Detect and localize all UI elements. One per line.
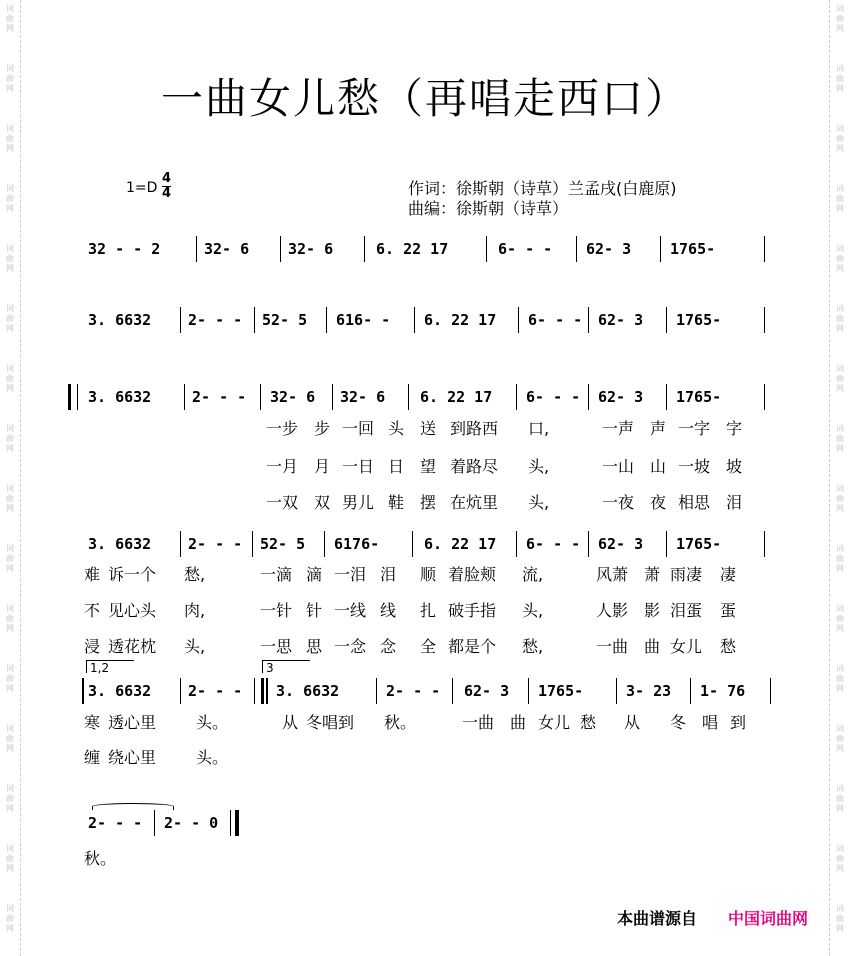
measure: 62- 3 [598,388,644,406]
measure: 52- 5 [260,535,306,553]
watermark-text: 词 曲 网 [6,544,14,573]
barline [516,384,517,410]
source-label: 本曲谱源自 [617,909,698,928]
lyric-word: 影 [644,601,661,620]
measure: 6- - - [526,388,581,406]
lyric-word: 凄 [720,565,737,584]
lyric-word: 秋。 [384,713,417,732]
lyric-word: 口, [528,419,550,438]
measure: 3. 6632 [88,535,152,553]
measure: 32- 6 [288,240,334,258]
measure: 2- - - [188,311,243,329]
measure: 2- - 0 [164,814,219,832]
lyric-word: 着路尽 [450,457,499,476]
watermark-text: 词 曲 网 [836,244,844,273]
lyric-word: 一日 [342,457,375,476]
barline [326,307,327,333]
final-barline-thin [230,810,231,836]
barline [412,531,413,557]
notation-row-4 [80,529,770,559]
watermark-text: 词 曲 网 [836,544,844,573]
source-site-link[interactable]: 中国词曲网 [728,909,809,928]
lyricist-credit: 作词：徐斯朝（诗草）兰孟戌(白鹿原) [408,179,677,198]
lyric-word: 日 [388,457,405,476]
lyric-word: 破手指 [448,601,497,620]
barline [180,678,181,704]
lyric-word: 一念 [334,637,367,656]
lyric-word: 浸 [84,637,101,656]
left-margin-watermark [0,0,21,956]
barline [260,384,261,410]
lyric-word: 思 [306,637,323,656]
barline [82,678,84,704]
lyric-word: 泪 [380,565,397,584]
lyric-word: 透花枕 [108,637,157,656]
lyric-word: 到 [730,713,747,732]
barline [528,678,529,704]
lyric-word: 相思 [678,493,711,512]
barline [518,307,519,333]
measure: 1- 76 [700,682,746,700]
measure: 1765- [670,240,716,258]
measure: 6. 22 17 [420,388,493,406]
barline [486,236,487,262]
lyric-word: 头, [528,493,550,512]
barline [666,531,667,557]
watermark-text: 词 曲 网 [836,784,844,813]
lyric-word: 愁, [522,637,544,656]
lyric-word: 声 [650,419,667,438]
lyric-word: 滴 [306,565,323,584]
measure: 6. 22 17 [424,535,497,553]
lyric-word: 都是个 [448,637,497,656]
lyric-word: 着脸颊 [448,565,497,584]
barline [364,236,365,262]
barline [576,236,577,262]
lyric-word: 曲 [644,637,661,656]
watermark-text: 词 曲 网 [836,64,844,93]
barline [266,678,268,704]
watermark-text: 词 曲 网 [6,124,14,153]
lyric-word: 诉一个 [108,565,157,584]
lyric-word: 流, [522,565,544,584]
lyric-word: 秋。 [84,849,117,868]
measure: 1765- [676,535,722,553]
lyric-word: 一针 [260,601,293,620]
lyric-word: 鞋 [388,493,405,512]
watermark-text: 词 曲 网 [6,304,14,333]
barline [770,678,771,704]
barline [414,307,415,333]
lyric-word: 一回 [342,419,375,438]
lyric-word: 头, [528,457,550,476]
lyric-word: 一步 [266,419,299,438]
notation-row-2 [80,305,770,335]
barline [408,384,409,410]
lyric-word: 线 [380,601,397,620]
watermark-text: 词 曲 网 [6,244,14,273]
lyric-word: 摆 [420,493,437,512]
barline [666,384,667,410]
lyric-word: 人影 [596,601,629,620]
lyric-word: 到路西 [450,419,499,438]
lyric-word: 一双 [266,493,299,512]
watermark-text: 词 曲 网 [6,904,14,933]
watermark-text: 词 曲 网 [836,124,844,153]
measure: 6- - - [498,240,553,258]
time-signature: 4 4 [162,171,172,201]
measure: 6176- [334,535,380,553]
lyric-word: 扎 [420,601,437,620]
notation-row-1 [80,234,770,264]
measure: 32- 6 [204,240,250,258]
barline [660,236,661,262]
measure: 6- - - [526,535,581,553]
measure: 6. 22 17 [424,311,497,329]
lyric-word: 一滴 [260,565,293,584]
repeat-start-barline [68,384,78,410]
lyric-word: 肉, [184,601,206,620]
composer-credit: 曲编：徐斯朝（诗草） [408,199,569,218]
lyric-word: 一线 [334,601,367,620]
watermark-text: 词 曲 网 [836,664,844,693]
barline [616,678,617,704]
watermark-text: 词 曲 网 [6,724,14,753]
barline [588,384,589,410]
watermark-text: 词 曲 网 [6,784,14,813]
lyric-word: 女儿 [538,713,571,732]
measure: 2- - - [386,682,441,700]
measure: 3. 6632 [88,682,152,700]
barline [252,531,253,557]
barline [666,307,667,333]
lyric-word: 月 [314,457,331,476]
lyric-word: 男儿 [342,493,375,512]
lyric-word: 头, [184,637,206,656]
repeat-end-barline [254,678,264,704]
lyric-word: 冬 [670,713,687,732]
measure: 32- 6 [340,388,386,406]
lyric-word: 一山 [602,457,635,476]
measure: 1765- [676,388,722,406]
lyric-word: 头。 [196,713,229,732]
measure: 2- - - [188,535,243,553]
measure: 52- 5 [262,311,308,329]
barline [764,307,765,333]
lyric-word: 女儿 [670,637,703,656]
measure: 62- 3 [586,240,632,258]
barline [154,810,155,836]
watermark-text: 词 曲 网 [6,184,14,213]
watermark-text: 词 曲 网 [836,724,844,753]
barline [184,384,185,410]
watermark-text: 词 曲 网 [836,904,844,933]
lyric-word: 绕心里 [108,748,157,767]
barline [332,384,333,410]
watermark-text: 词 曲 网 [836,4,844,33]
first-ending-bracket: 1,2 [86,660,134,673]
barline [690,678,691,704]
key-signature: 1=D [126,180,158,196]
measure: 2- - - [188,682,243,700]
watermark-text: 词 曲 网 [6,484,14,513]
lyric-word: 泪蛋 [670,601,703,620]
lyric-word: 一声 [602,419,635,438]
lyric-word: 愁 [720,637,737,656]
lyric-word: 从 [624,713,641,732]
watermark-text: 词 曲 网 [836,184,844,213]
notation-row-6 [80,808,770,838]
lyric-word: 坡 [726,457,743,476]
measure: 3. 6632 [276,682,340,700]
lyric-word: 在炕里 [450,493,499,512]
watermark-text: 词 曲 网 [836,304,844,333]
lyric-word: 一坡 [678,457,711,476]
watermark-text: 词 曲 网 [836,604,844,633]
notation-row-3 [80,382,770,412]
lyric-word: 唱 [702,713,719,732]
lyric-word: 雨凄 [670,565,703,584]
measure: 6- - - [528,311,583,329]
lyric-word: 送 [420,419,437,438]
measure: 3- 23 [626,682,672,700]
measure: 1765- [676,311,722,329]
page-title: 一曲女儿愁（再唱走西口） [160,74,689,123]
watermark-text: 词 曲 网 [6,4,14,33]
measure: 1765- [538,682,584,700]
measure: 62- 3 [464,682,510,700]
lyric-word: 蛋 [720,601,737,620]
watermark-text: 词 曲 网 [6,64,14,93]
measure: 32 - - 2 [88,240,161,258]
lyric-word: 步 [314,419,331,438]
lyric-word: 望 [420,457,437,476]
lyric-word: 夜 [650,493,667,512]
lyric-word: 针 [306,601,323,620]
barline [280,236,281,262]
watermark-text: 词 曲 网 [6,364,14,393]
watermark-text: 词 曲 网 [6,664,14,693]
lyric-word: 一曲 [596,637,629,656]
final-barline-thick [235,810,239,836]
barline [196,236,197,262]
lyric-word: 曲 [510,713,527,732]
lyric-word: 头。 [196,748,229,767]
measure: 2- - - [192,388,247,406]
watermark-text: 词 曲 网 [6,424,14,453]
lyric-word: 不 [84,601,101,620]
lyric-word: 一月 [266,457,299,476]
lyric-word: 风萧 [596,565,629,584]
lyric-word: 泪 [726,493,743,512]
measure: 3. 6632 [88,311,152,329]
lyric-word: 缠 [84,748,101,767]
lyric-word: 一曲 [462,713,495,732]
measure: 6. 22 17 [376,240,449,258]
barline [764,384,765,410]
measure: 2- - - [88,814,143,832]
watermark-text: 词 曲 网 [836,484,844,513]
watermark-text: 词 曲 网 [836,844,844,873]
lyric-word: 愁, [184,565,206,584]
lyric-word: 一夜 [602,493,635,512]
barline [588,307,589,333]
watermark-text: 词 曲 网 [836,424,844,453]
barline [516,531,517,557]
lyric-word: 一思 [260,637,293,656]
right-margin-watermark [829,0,850,956]
lyric-word: 全 [420,637,437,656]
lyric-word: 愁 [580,713,597,732]
watermark-text: 词 曲 网 [6,604,14,633]
barline [180,531,181,557]
lyric-word: 念 [380,637,397,656]
lyric-word: 从 [282,713,299,732]
watermark-text: 词 曲 网 [836,364,844,393]
barline [452,678,453,704]
barline [180,307,181,333]
lyric-word: 冬唱到 [306,713,355,732]
measure: 62- 3 [598,311,644,329]
lyric-word: 双 [314,493,331,512]
lyric-word: 一泪 [334,565,367,584]
lyric-word: 萧 [644,565,661,584]
lyric-word: 难 [84,565,101,584]
lyric-word: 寒 [84,713,101,732]
measure: 616- - [336,311,391,329]
barline [764,531,765,557]
barline [376,678,377,704]
measure: 62- 3 [598,535,644,553]
measure: 32- 6 [270,388,316,406]
barline [324,531,325,557]
lyric-word: 一字 [678,419,711,438]
barline [254,307,255,333]
barline [588,531,589,557]
measure: 3. 6632 [88,388,152,406]
watermark-text: 词 曲 网 [6,844,14,873]
second-ending-bracket: 3 [262,660,310,673]
barline [764,236,765,262]
lyric-word: 见心头 [108,601,157,620]
lyric-word: 顺 [420,565,437,584]
lyric-word: 头 [388,419,405,438]
lyric-word: 头, [522,601,544,620]
lyric-word: 字 [726,419,743,438]
notation-row-5 [80,676,770,706]
lyric-word: 山 [650,457,667,476]
lyric-word: 透心里 [108,713,157,732]
